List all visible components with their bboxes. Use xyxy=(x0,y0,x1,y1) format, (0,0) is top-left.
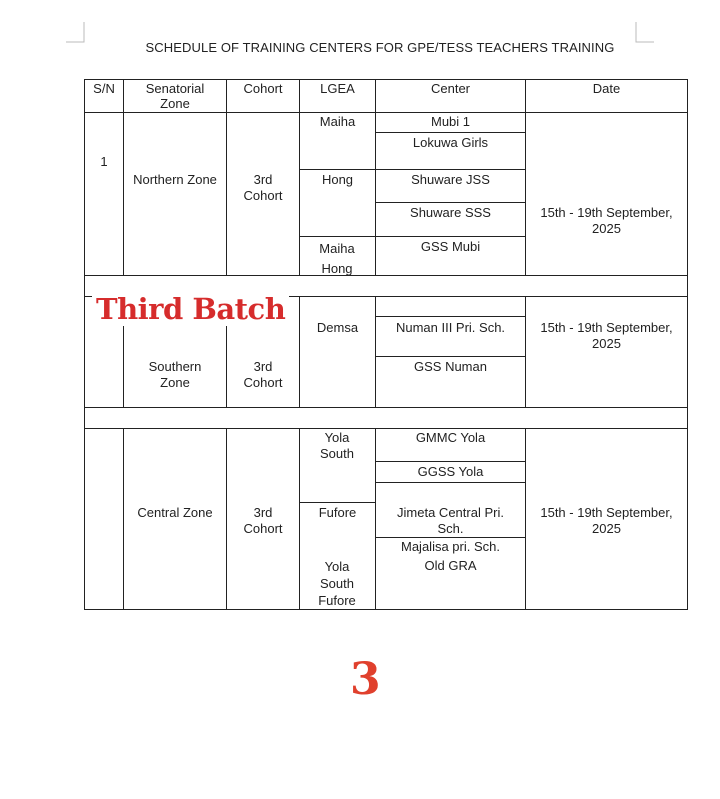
v-center-north xyxy=(525,112,526,275)
v-sn-north xyxy=(123,112,124,275)
north-lgea-1: Maiha xyxy=(319,114,356,129)
central-center-line-1 xyxy=(375,461,525,462)
north-lgea-2: Hong xyxy=(321,172,354,187)
central-date: 15th - 19th September, 2025 xyxy=(540,505,673,536)
v-right-south xyxy=(687,296,688,407)
central-lgea-2: Fufore xyxy=(318,505,357,520)
v-right-header xyxy=(687,79,688,112)
south-lgea: Demsa xyxy=(316,320,359,335)
v-cohort-south xyxy=(299,296,300,407)
v-sn-header xyxy=(123,79,124,112)
header-date: Date xyxy=(592,81,621,96)
page-number: 3 xyxy=(350,654,381,705)
v-center-south xyxy=(525,296,526,407)
southern-bottom-border xyxy=(84,407,688,408)
central-center-5: Old GRA xyxy=(424,558,477,573)
north-center-1: Mubi 1 xyxy=(430,114,471,129)
central-center-line-2 xyxy=(375,482,525,483)
v-lgea-south xyxy=(375,296,376,407)
central-center-4: Majalisa pri. Sch. xyxy=(401,539,500,554)
v-zone-north xyxy=(226,112,227,275)
central-center-1: GMMC Yola xyxy=(415,430,486,445)
v-cohort-north xyxy=(299,112,300,275)
header-zone: Senatorial Zone xyxy=(145,81,205,111)
central-lgea-3: Yola South Fufore xyxy=(318,559,356,608)
central-lgea-line-1 xyxy=(299,502,375,503)
south-center-line-2 xyxy=(375,356,525,357)
north-center-5: GSS Mubi xyxy=(420,239,481,254)
table-bottom-border xyxy=(84,609,688,610)
central-center-3: Jimeta Central Pri. Sch. xyxy=(397,505,504,536)
north-center-2: Lokuwa Girls xyxy=(412,135,489,150)
v-lgea-central xyxy=(375,428,376,609)
central-lgea-1: Yola South xyxy=(320,430,354,461)
header-sn: S/N xyxy=(93,81,115,96)
v-right-spacer2 xyxy=(687,407,688,428)
south-zone: Southern Zone xyxy=(148,359,202,390)
south-center-line-1 xyxy=(375,316,525,317)
north-cohort: 3rd Cohort xyxy=(243,172,283,203)
header-lgea: LGEA xyxy=(320,81,355,96)
v-zone-central xyxy=(226,428,227,609)
third-batch-label: Third Batch xyxy=(92,292,289,326)
v-left-spacer xyxy=(84,275,85,296)
north-lgea-line-1 xyxy=(299,169,525,170)
north-lgea-3: Maiha Hong xyxy=(319,241,355,276)
v-right-spacer xyxy=(687,275,688,296)
north-center-line-1 xyxy=(375,132,525,133)
v-left-central xyxy=(84,428,85,609)
north-date: 15th - 19th September, 2025 xyxy=(540,205,673,236)
table-top-border xyxy=(84,79,688,80)
central-center-2: GGSS Yola xyxy=(417,464,484,479)
v-left-north xyxy=(84,112,85,275)
header-cohort: Cohort xyxy=(243,81,283,96)
north-center-4: Shuware SSS xyxy=(410,205,491,220)
south-cohort: 3rd Cohort xyxy=(243,359,283,390)
south-center-1: Numan III Pri. Sch. xyxy=(395,320,506,335)
north-center-line-2 xyxy=(375,202,525,203)
central-cohort: 3rd Cohort xyxy=(243,505,283,536)
header-center: Center xyxy=(430,81,471,96)
south-date: 15th - 19th September, 2025 xyxy=(540,320,673,351)
header-bottom-border xyxy=(84,112,688,113)
northern-bottom-border xyxy=(84,275,688,276)
v-right-central xyxy=(687,428,688,609)
south-center-2: GSS Numan xyxy=(414,359,487,374)
central-zone: Central Zone xyxy=(137,505,213,520)
central-center-line-3 xyxy=(375,537,525,538)
v-center-central xyxy=(525,428,526,609)
document-title: SCHEDULE OF TRAINING CENTERS FOR GPE/TESS TEACHERS TRAINING xyxy=(145,40,615,55)
v-left-spacer2 xyxy=(84,407,85,428)
north-zone: Northern Zone xyxy=(133,172,217,187)
v-right-north xyxy=(687,112,688,275)
north-sn: 1 xyxy=(100,154,108,169)
v-left-south xyxy=(84,296,85,407)
north-lgea-line-2 xyxy=(299,236,525,237)
spacer2-bottom-border xyxy=(84,428,688,429)
north-center-3: Shuware JSS xyxy=(411,172,490,187)
